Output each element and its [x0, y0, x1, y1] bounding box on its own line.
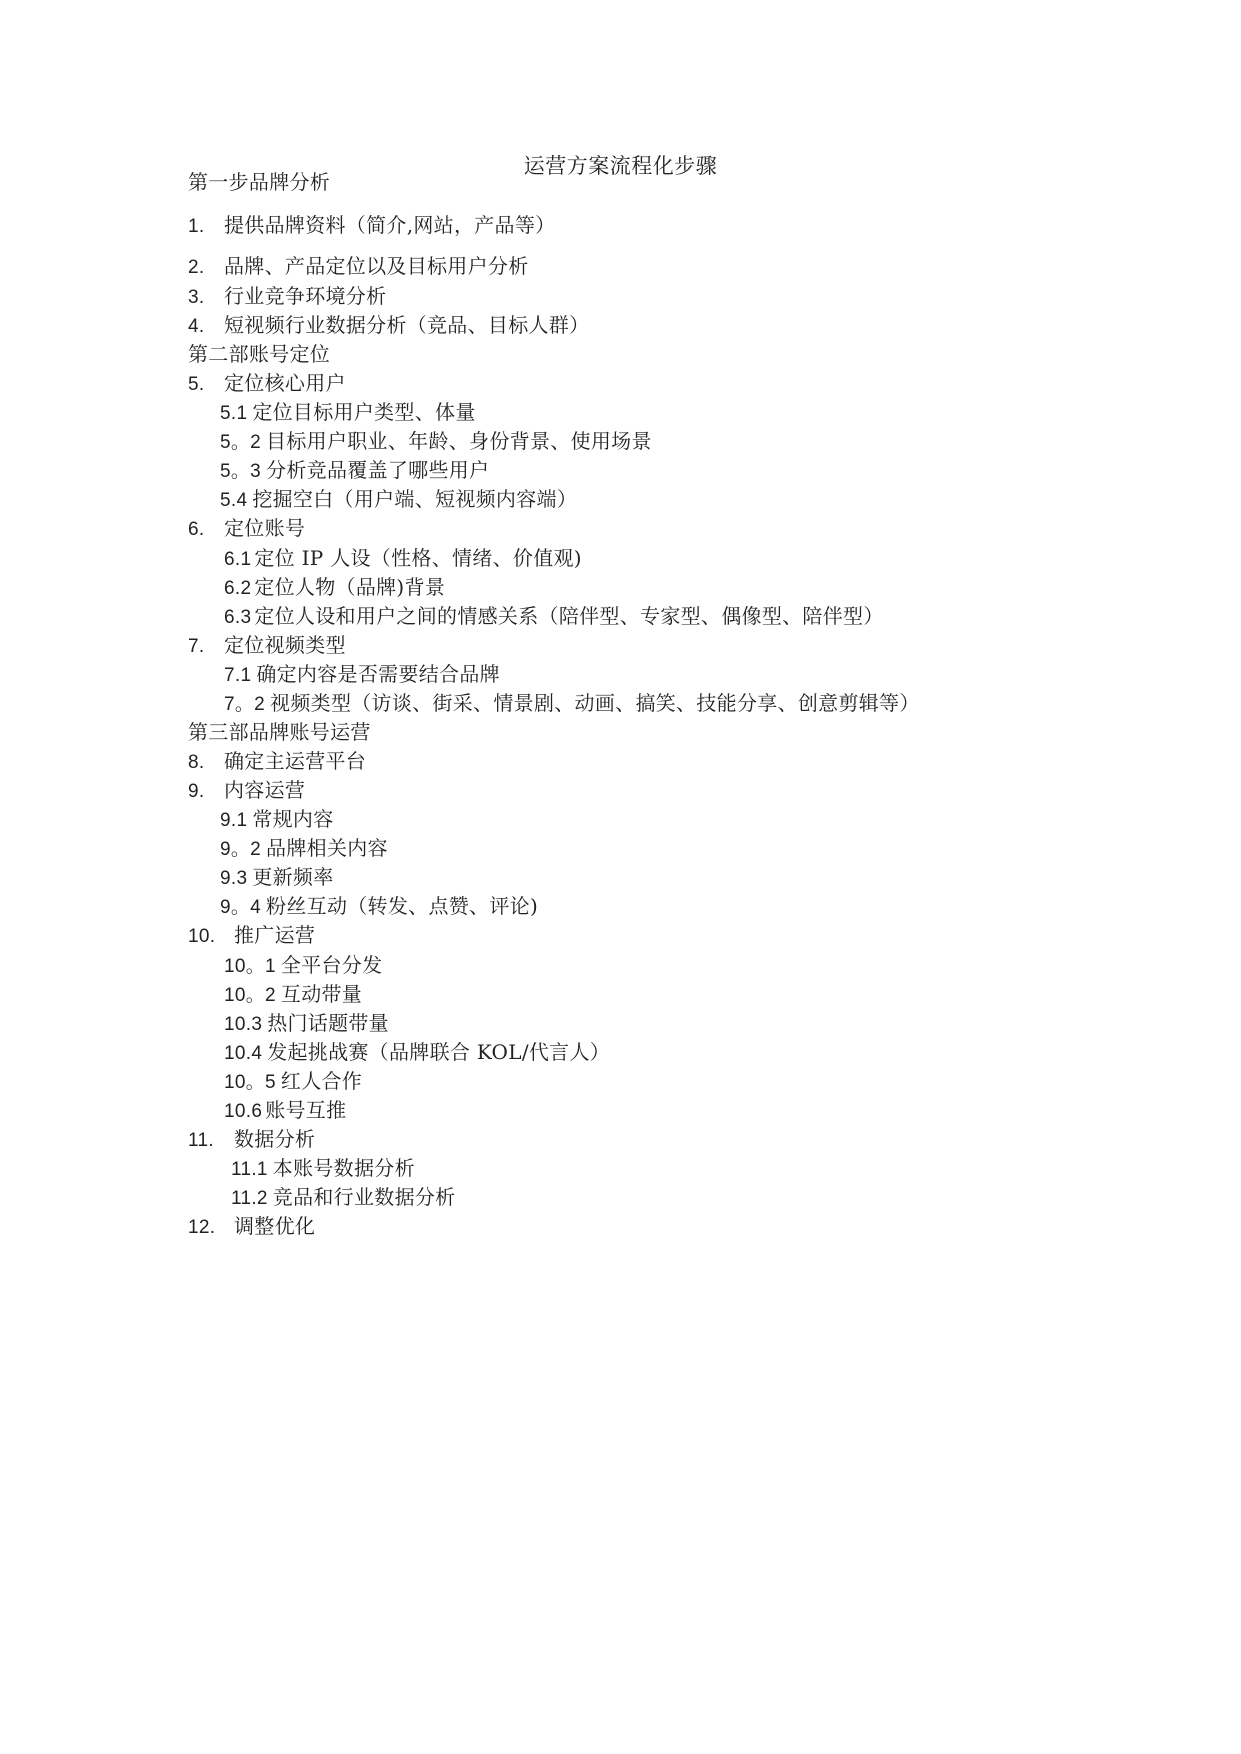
sub-item-number: 7.1 — [224, 665, 252, 686]
sub-item-number: 5.1 — [220, 403, 248, 424]
list-item-text: 数据分析 — [234, 1127, 316, 1151]
sub-item — [231, 1153, 415, 1185]
list-item — [188, 310, 589, 342]
sub-item-number: 6.2 — [224, 578, 252, 599]
sub-item-text: 定位人设和用户之间的情感关系（陪伴型、专家型、偶像型、陪伴型） — [254, 604, 884, 628]
sub-item-number: 6.3 — [224, 607, 252, 628]
section-heading — [188, 339, 330, 369]
list-item-number: 5. — [188, 374, 205, 395]
sub-item-text: 品牌相关内容 — [266, 836, 388, 860]
section-heading — [188, 717, 371, 747]
list-item — [188, 368, 346, 400]
list-item-text: 短视频行业数据分析（竞品、目标人群） — [224, 313, 590, 337]
sub-item-text: 常规内容 — [252, 807, 334, 831]
sub-item — [220, 804, 334, 836]
sub-item — [224, 950, 382, 982]
sub-item-number: 9。4 — [220, 897, 262, 918]
list-item — [188, 210, 555, 242]
list-item-text: 提供品牌资料（简介,网站，产品等） — [224, 213, 556, 237]
sub-item — [220, 833, 388, 865]
list-item — [188, 281, 386, 313]
list-item — [188, 251, 529, 283]
sub-item — [220, 862, 334, 894]
sub-item — [220, 891, 538, 923]
list-item-text: 品牌、产品定位以及目标用户分析 — [224, 254, 529, 278]
list-item — [188, 630, 346, 662]
sub-item-number: 10。1 — [224, 956, 276, 977]
sub-item-number: 5。3 — [220, 461, 262, 482]
sub-item-text: 定位 IP 人设（性格、情绪、价值观) — [254, 546, 582, 570]
list-item-number: 1. — [188, 216, 205, 237]
list-item-text: 行业竞争环境分析 — [224, 284, 387, 308]
sub-item-number: 9.3 — [220, 868, 248, 889]
section-heading-text: 第三部品牌账号运营 — [188, 720, 371, 744]
sub-item-text: 粉丝互动（转发、点赞、评论) — [266, 894, 539, 918]
list-item-number: 2. — [188, 257, 205, 278]
sub-item-text: 分析竞品覆盖了哪些用户 — [266, 458, 490, 482]
sub-item-number: 10.3 — [224, 1014, 263, 1035]
sub-item — [220, 484, 577, 516]
sub-item-text: 热门话题带量 — [267, 1011, 389, 1035]
sub-item — [224, 979, 362, 1011]
sub-item-text: 账号互推 — [265, 1098, 347, 1122]
sub-item-number: 7。2 — [224, 694, 266, 715]
sub-item-text: 确定内容是否需要结合品牌 — [256, 662, 500, 686]
sub-item-number: 9。2 — [220, 839, 262, 860]
sub-item — [220, 455, 489, 487]
list-item — [188, 746, 366, 778]
list-item — [188, 1124, 315, 1156]
list-item-text: 确定主运营平台 — [224, 749, 367, 773]
list-item-number: 7. — [188, 636, 205, 657]
list-item-text: 定位账号 — [224, 516, 306, 540]
sub-item — [220, 397, 476, 429]
list-item-number: 10. — [188, 926, 216, 947]
list-item-number: 8. — [188, 752, 205, 773]
sub-item — [224, 1037, 610, 1069]
sub-item-text: 红人合作 — [280, 1069, 363, 1093]
sub-item-number: 10。5 — [224, 1072, 276, 1093]
list-item-number: 4. — [188, 316, 205, 337]
sub-item — [231, 1182, 455, 1214]
list-item-text: 推广运营 — [234, 923, 316, 947]
sub-item — [224, 543, 582, 575]
sub-item — [224, 1095, 346, 1127]
sub-item-text: 挖掘空白（用户端、短视频内容端） — [252, 487, 578, 511]
list-item-text: 调整优化 — [234, 1214, 316, 1238]
sub-item-number: 6.1 — [224, 549, 252, 570]
list-item-number: 3. — [188, 287, 205, 308]
section-heading — [188, 167, 330, 197]
list-item-text: 定位视频类型 — [224, 633, 346, 657]
sub-item — [220, 426, 652, 458]
sub-item — [224, 659, 500, 691]
sub-item-text: 竞品和行业数据分析 — [272, 1185, 456, 1209]
sub-item-text: 发起挑战赛（品牌联合 KOL/代言人） — [267, 1040, 611, 1064]
sub-item — [224, 601, 884, 633]
list-item-text: 内容运营 — [224, 778, 306, 802]
sub-item-text: 定位人物（品牌)背景 — [254, 575, 446, 599]
sub-item — [224, 1066, 362, 1098]
sub-item-number: 11.1 — [231, 1159, 268, 1180]
sub-item-number: 5。2 — [220, 432, 262, 453]
section-heading-text: 第一步品牌分析 — [188, 170, 331, 194]
sub-item-text: 互动带量 — [280, 982, 363, 1006]
sub-item — [224, 1008, 389, 1040]
list-item-number: 6. — [188, 519, 205, 540]
sub-item — [224, 572, 445, 604]
list-item-text: 定位核心用户 — [224, 371, 346, 395]
list-item — [188, 775, 305, 807]
sub-item-number: 10.6 — [224, 1101, 263, 1122]
sub-item — [224, 688, 920, 720]
list-item-number: 12. — [188, 1217, 216, 1238]
sub-item-text: 全平台分发 — [280, 953, 383, 977]
sub-item-text: 视频类型（访谈、街采、情景剧、动画、搞笑、技能分享、创意剪辑等） — [270, 691, 920, 715]
sub-item-number: 10。2 — [224, 985, 276, 1006]
sub-item-text: 目标用户职业、年龄、身份背景、使用场景 — [266, 429, 652, 453]
list-item — [188, 513, 305, 545]
sub-item-text: 本账号数据分析 — [272, 1156, 415, 1180]
sub-item-number: 9.1 — [220, 810, 248, 831]
section-heading-text: 第二部账号定位 — [188, 342, 331, 366]
sub-item-text: 更新频率 — [252, 865, 334, 889]
list-item-number: 11. — [188, 1130, 214, 1151]
sub-item-number: 11.2 — [231, 1188, 268, 1209]
document-title: 运营方案流程化步骤 — [523, 154, 718, 178]
list-item — [188, 920, 315, 952]
list-item — [188, 1211, 315, 1243]
sub-item-text: 定位目标用户类型、体量 — [252, 400, 476, 424]
sub-item-number: 5.4 — [220, 490, 248, 511]
list-item-number: 9. — [188, 781, 205, 802]
sub-item-number: 10.4 — [224, 1043, 263, 1064]
